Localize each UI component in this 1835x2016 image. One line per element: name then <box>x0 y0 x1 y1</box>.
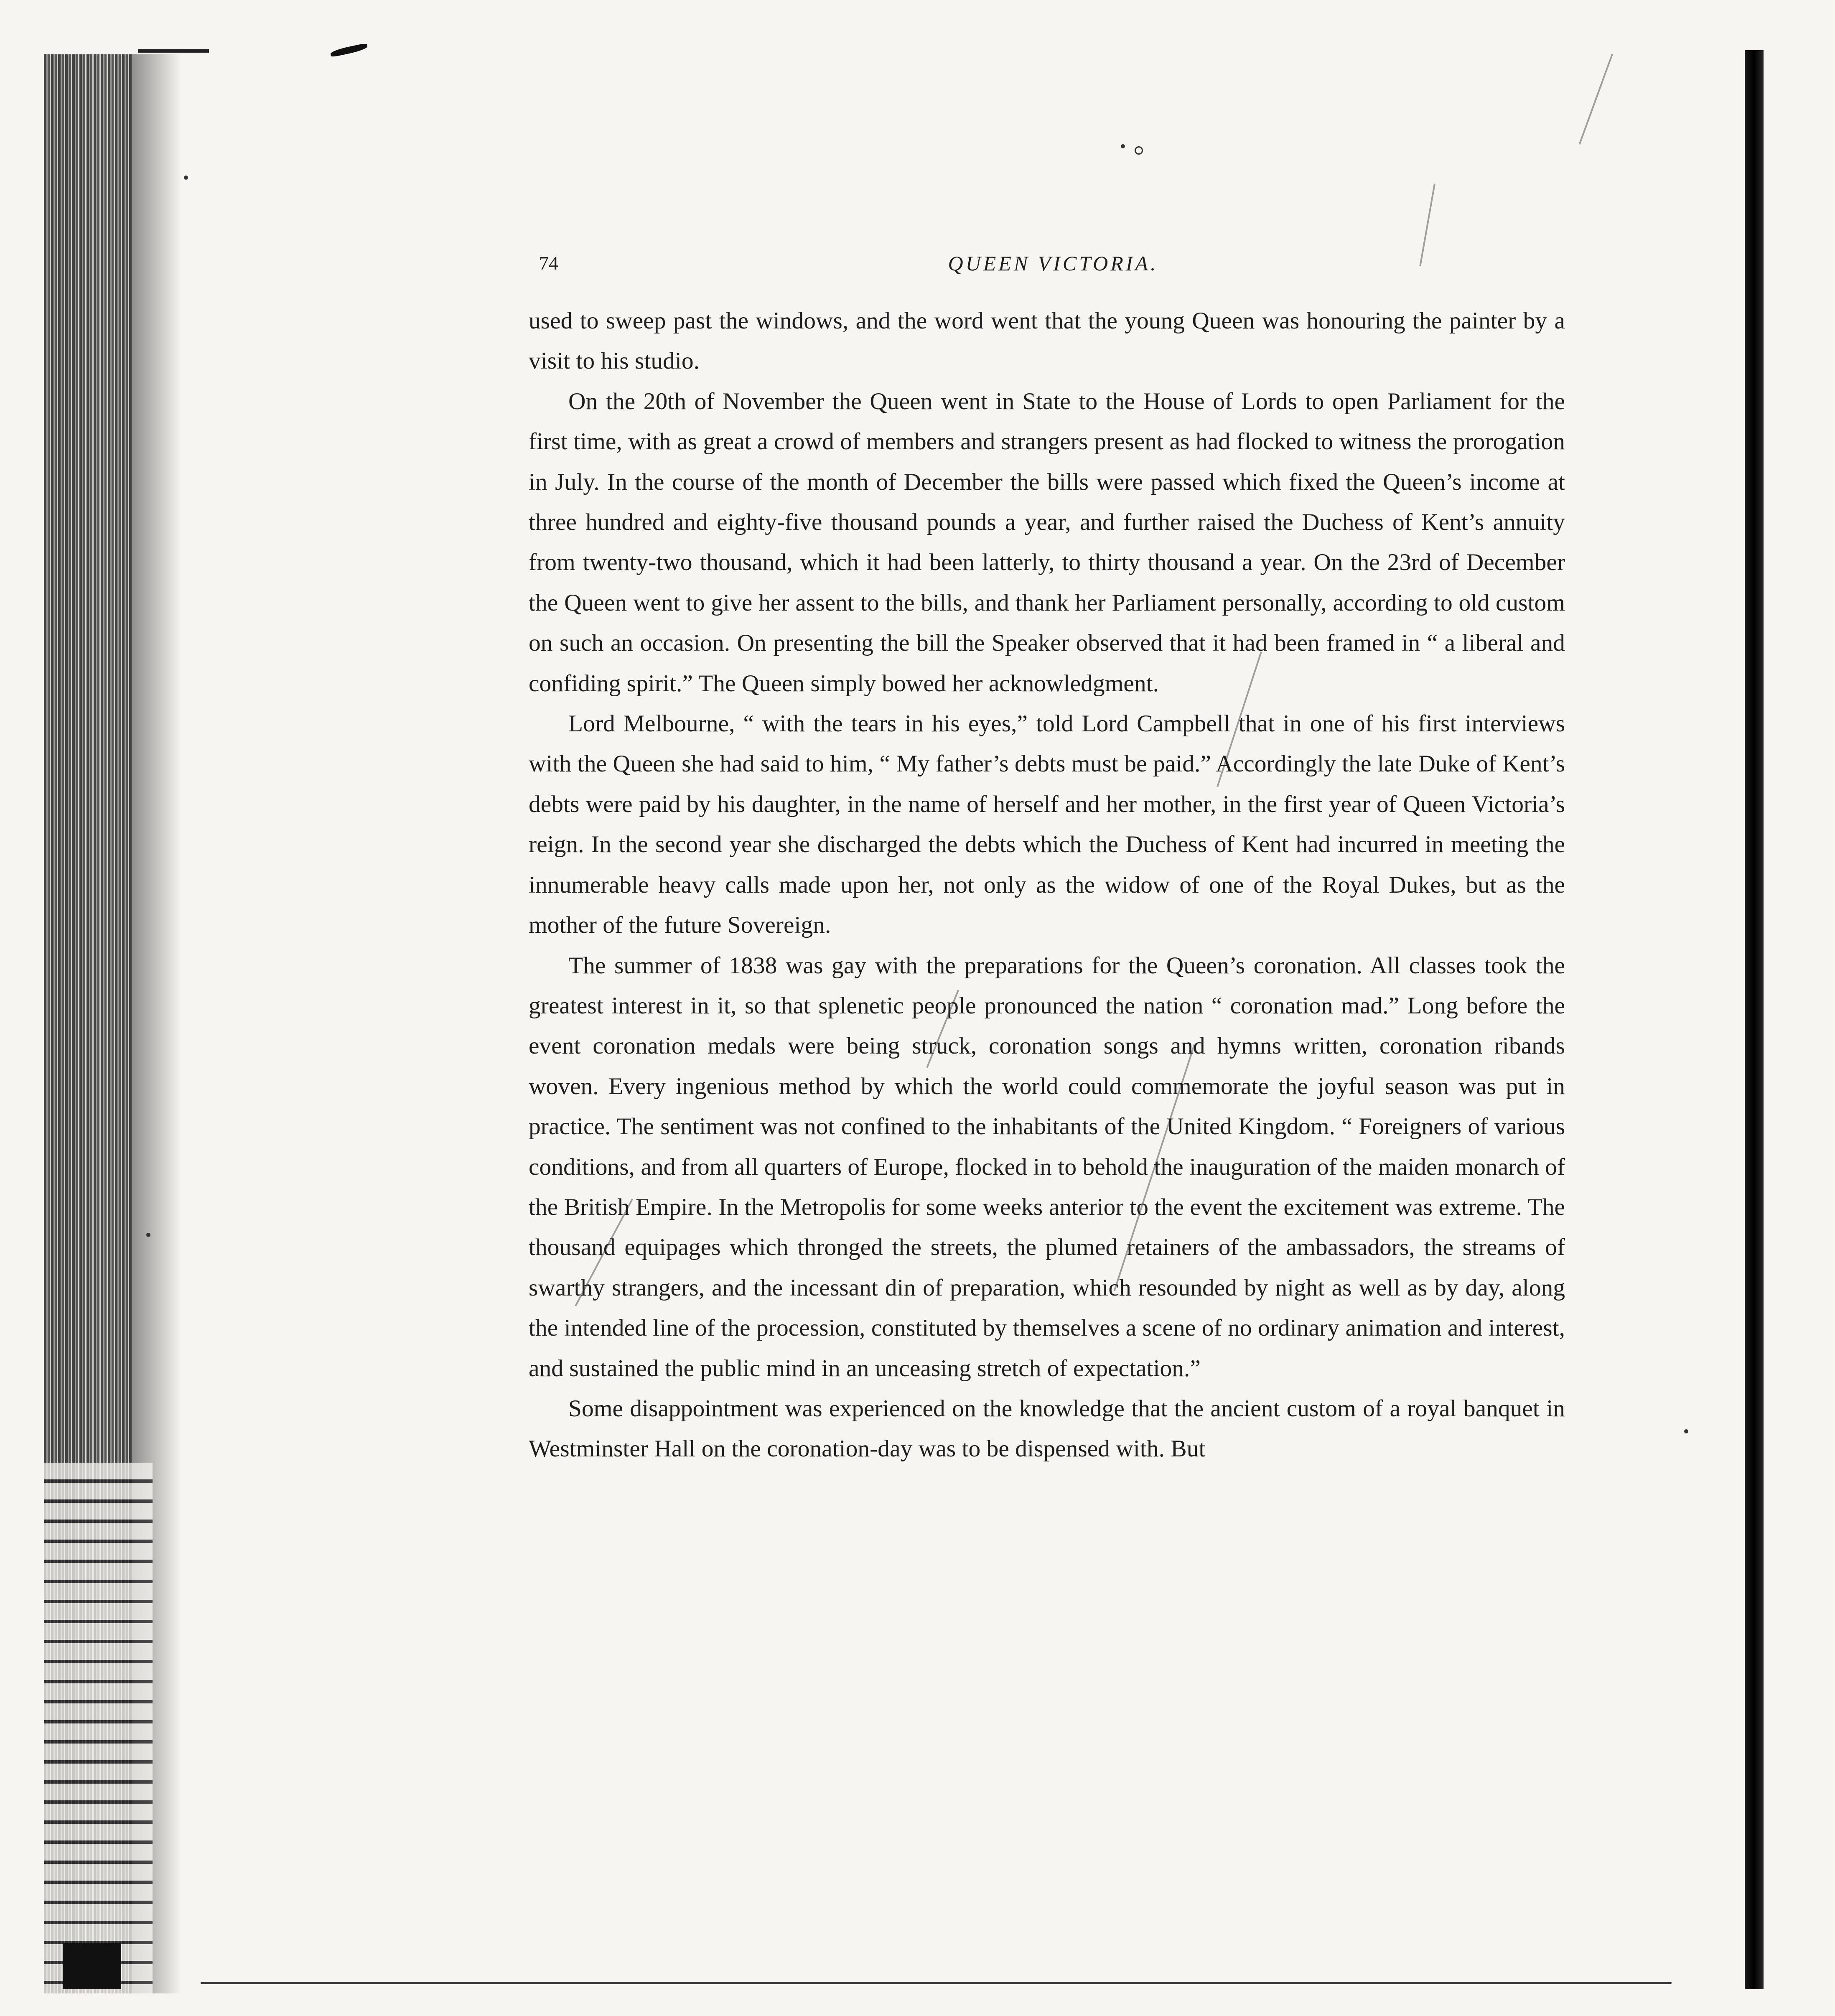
stray-dot <box>1684 1429 1688 1433</box>
stray-dot <box>184 176 188 180</box>
paragraph: The summer of 1838 was gay with the preparations for the Queen’s coronation. All classes took the greatest interest in it, so that splenetic people pronounced the nation “ coronation mad.” Long before the event coronation medals were being struck, coronation songs and hymns written, coronation ribands woven. Every ingenious method by which the world could commemorate the joyful season was put in practice. The sentiment was not confined to the inhabitants of the United Kingdom. “ Foreigners of various conditions, and from all quarters of Europe, flocked in to behold the inauguration of the maiden monarch of the British Empire. In the Metropolis for some weeks anterior to the event the excitement was extreme. The thousand equipages which thronged the streets, the plumed retainers of the ambassadors, the streams of swarthy strangers, and the incessant din of preparation, which resounded by night as well as by day, along the intended line of the procession, constituted by themselves a scene of no ordinary animation and interest, and sustained the public mind in an unceasing stretch of expectation.” <box>529 952 1565 1382</box>
pencil-mark <box>1579 54 1613 145</box>
stray-dot <box>1135 146 1143 155</box>
binding-block <box>63 1943 121 1989</box>
paragraph: Some disappointment was experienced on the knowledge that the ancient custom of a royal banquet in Westminster Hall on the coronation-day was to be dispensed with. But <box>529 1395 1565 1462</box>
paragraph: used to sweep past the windows, and the word went that the young Queen was honouring the painter by a visit to his studio. <box>529 308 1565 374</box>
running-head: QUEEN VICTORIA. <box>948 252 1158 275</box>
page-header <box>539 247 1567 280</box>
paragraph: Lord Melbourne, “ with the tears in his eyes,” told Lord Campbell that in one of his first interviews with the Queen she had said to him, “ My father’s debts must be paid.” Accordingly the late Duke of Kent’s debts were paid by his daughter, in the name of herself and her mother, in the first year of Queen Victoria’s reign. In the second year she discharged the debts which the Duchess of Kent had incurred in meeting the innumerable heavy calls made upon her, not only as the widow of one of the Royal Dukes, but as the mother of the future Sovereign. <box>529 710 1565 939</box>
page-number: 74 <box>539 252 558 274</box>
bottom-rule <box>201 1982 1672 1984</box>
right-edge-bar <box>1745 50 1764 1989</box>
stray-dot <box>1121 144 1125 148</box>
paragraph: On the 20th of November the Queen went in State to the House of Lords to open Parliament for the first time, with as great a crowd of members and strangers present as had flocked to witness the prorogation in July. In the course of the month of December the bills were passed which fixed the Queen’s income at three hundred and eighty-five thousand pounds a year, and further raised the Duchess of Kent’s annuity from twenty-two thousand, which it had been latterly, to thirty thousand a year. On the 23rd of December the Queen went to give her assent to the bills, and thank her Parliament personally, according to old custom on such an occasion. On presenting the bill the Speaker observed that it had been framed in “ a liberal and confiding spirit.” The Queen simply bowed her acknowledgment. <box>529 388 1565 697</box>
body-text <box>529 301 1565 1469</box>
stray-dot <box>146 1233 150 1237</box>
binding-edge-lower <box>44 1463 153 1993</box>
top-bracket-mark <box>138 49 209 53</box>
ink-mark <box>330 43 368 57</box>
